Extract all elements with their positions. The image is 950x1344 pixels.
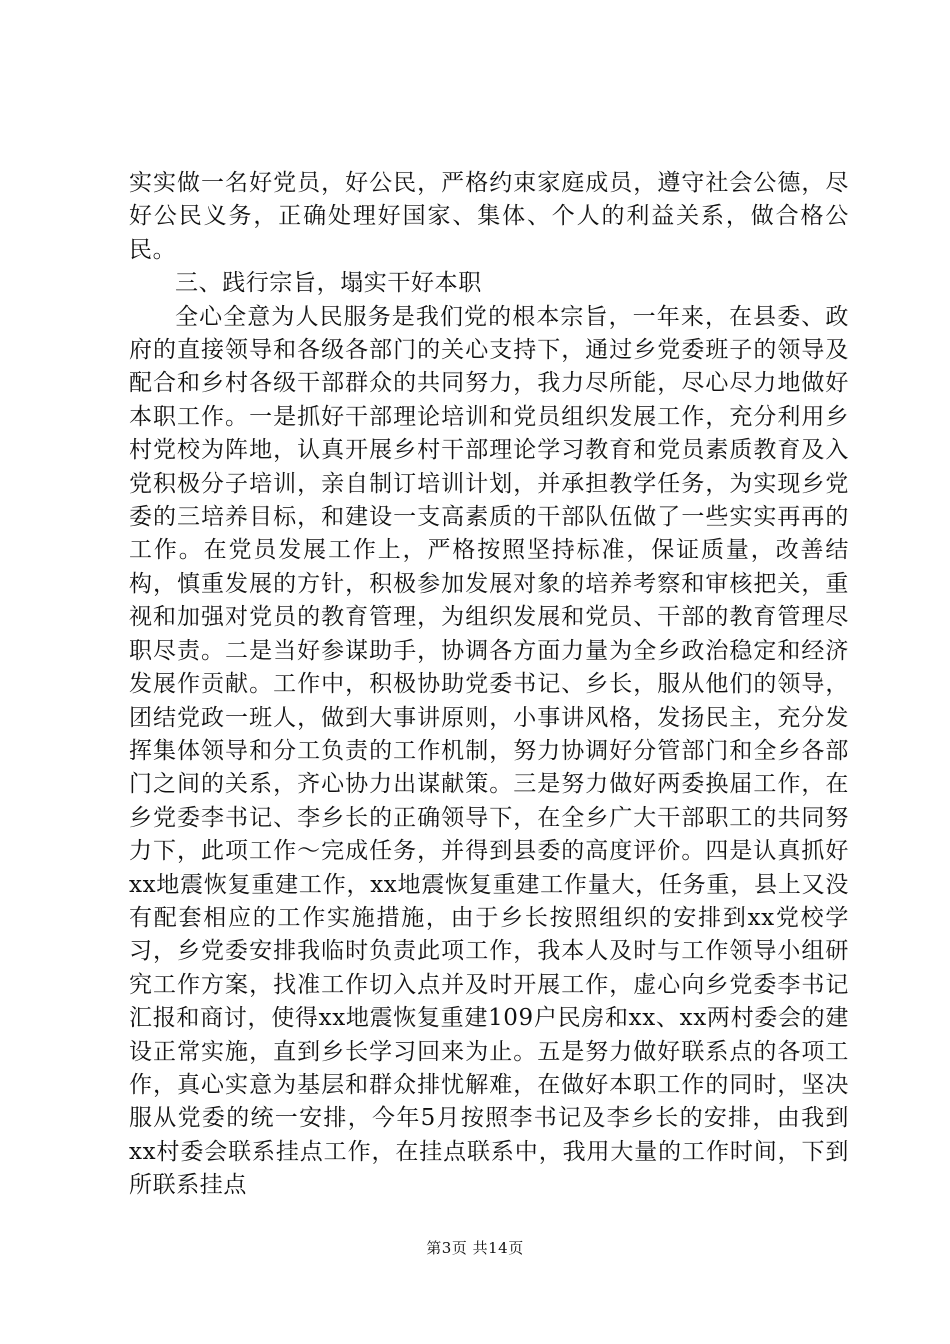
paragraph-continuation: 实实做一名好党员，好公民，严格约束家庭成员，遵守社会公德，尽好公民义务，正确处理好国家、集体、个人的利益关系，做合格公民。 [129,170,849,263]
page-number-footer: 第3页 共14页 [426,1239,524,1257]
document-body [129,167,849,1203]
paragraph-body: 全心全意为人民服务是我们党的根本宗旨，一年来，在县委、政府的直接领导和各级各部门的关心支持下，通过乡党委班子的领导及配合和乡村各级干部群众的共同努力，我力尽所能，尽心尽力地做好本职工作。一是抓好干部理论培训和党员组织发展工作，充分利用乡村党校为阵地，认真开展乡村干部理论学习教育和党员素质教育及入党积极分子培训，亲自制订培训计划，并承担教学任务，为实现乡党委的三培养目标，和建设一支高素质的干部队伍做了一些实实再再的工作。在党员发展工作上，严格按照坚持标准，保证质量，改善结构，慎重发展的方针，积极参加发展对象的培养考察和审核把关，重视和加强对党员的教育管理，为组织发展和党员、干部的教育管理尽职尽责。二是当好参谋助手，协调各方面力量为全乡政治稳定和经济发展作贡献。工作中，积极协助党委书记、乡长，服从他们的领导，团结党政一班人，做到大事讲原则，小事讲风格，发扬民主，充分发挥集体领导和分工负责的工作机制，努力协调好分管部门和全乡各部门之间的关系，齐心协力出谋献策。三是努力做好两委换届工作，在乡党委李书记、李乡长的正确领导下，在全乡广大干部职工的共同努力下，此项工作～完成任务，并得到县委的高度评价。四是认真抓好xx地震恢复重建工作，xx地震恢复重建工作量大，任务重，县上又没有配套相应的工作实施措施，由于乡长按照组织的安排到xx党校学习，乡党委安排我临时负责此项工作，我本人及时与工作领导小组研究工作方案，找准工作切入点并及时开展工作，虚心向乡党委李书记汇报和商讨，使得xx地震恢复重建109户民房和xx、xx两村委会的建设正常实施，直到乡长学习回来为止。五是努力做好联系点的各项工作，真心实意为基层和群众排忧解难，在做好本职工作的同时，坚决服从党委的统一安排，今年5月按照李书记及李乡长的安排，由我到xx村委会联系挂点工作，在挂点联系中，我用大量的工作时间，下到所联系挂点 [129,303,849,1199]
section-heading: 三、践行宗旨，塌实干好本职 [175,270,482,297]
